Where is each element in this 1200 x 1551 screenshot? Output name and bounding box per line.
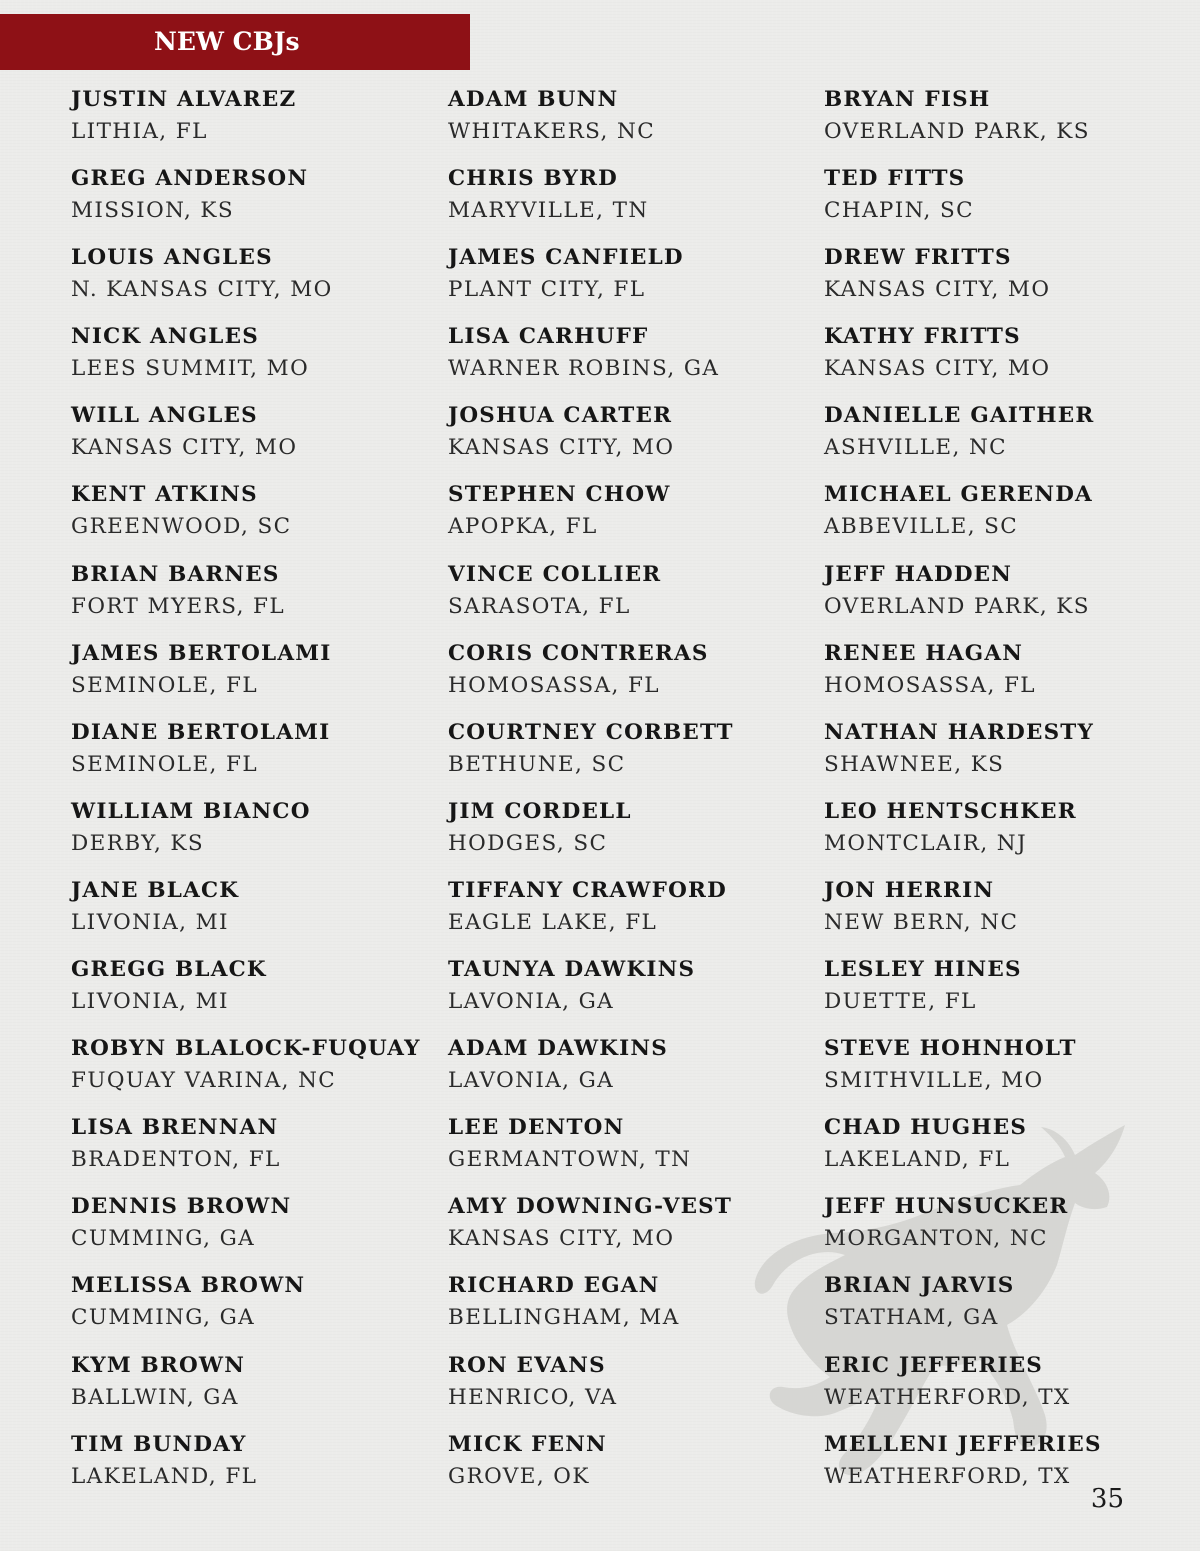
member-location: FORT MYERS, FL bbox=[71, 593, 286, 619]
member-name: BRIAN BARNES bbox=[71, 561, 280, 587]
member-name: ADAM DAWKINS bbox=[448, 1036, 669, 1062]
member-location: LAKELAND, FL bbox=[824, 1147, 1011, 1173]
member-name: GREGG BLACK bbox=[71, 957, 267, 983]
list-item bbox=[448, 1429, 808, 1508]
member-name: WILLIAM BIANCO bbox=[71, 798, 311, 824]
list-item bbox=[71, 1270, 431, 1349]
member-name: TAUNYA DAWKINS bbox=[448, 957, 696, 983]
list-item bbox=[448, 954, 808, 1033]
member-name: STEVE HOHNHOLT bbox=[824, 1036, 1077, 1062]
member-location: EAGLE LAKE, FL bbox=[448, 909, 658, 935]
page-number: 35 bbox=[1090, 1484, 1124, 1514]
member-name: DENNIS BROWN bbox=[71, 1194, 292, 1220]
member-location: MISSION, KS bbox=[71, 198, 235, 224]
list-item bbox=[448, 875, 808, 954]
member-name: NICK ANGLES bbox=[71, 324, 259, 350]
member-name: JEFF HADDEN bbox=[824, 561, 1013, 587]
list-item bbox=[71, 954, 431, 1033]
member-location: HOMOSASSA, FL bbox=[824, 672, 1036, 698]
member-location: FUQUAY VARINA, NC bbox=[71, 1068, 337, 1094]
member-location: SEMINOLE, FL bbox=[71, 751, 259, 777]
member-location: KANSAS CITY, MO bbox=[824, 277, 1051, 303]
member-name: RENEE HAGAN bbox=[824, 640, 1024, 666]
names-column-3 bbox=[824, 84, 1184, 1508]
member-location: GREENWOOD, SC bbox=[71, 514, 292, 540]
list-item bbox=[448, 1033, 808, 1112]
member-name: JANE BLACK bbox=[71, 877, 240, 903]
member-location: OVERLAND PARK, KS bbox=[824, 593, 1090, 619]
member-location: SHAWNEE, KS bbox=[824, 751, 1005, 777]
member-location: BALLWIN, GA bbox=[71, 1384, 239, 1410]
list-item bbox=[71, 1112, 431, 1191]
list-item bbox=[824, 1033, 1184, 1112]
list-item bbox=[71, 875, 431, 954]
list-item bbox=[448, 1350, 808, 1429]
member-location: HODGES, SC bbox=[448, 830, 608, 856]
member-location: KANSAS CITY, MO bbox=[71, 435, 298, 461]
section-title: NEW CBJs bbox=[154, 27, 300, 56]
member-name: JEFF HUNSUCKER bbox=[824, 1194, 1069, 1220]
names-column-1 bbox=[71, 84, 431, 1508]
list-item bbox=[71, 163, 431, 242]
member-name: TED FITTS bbox=[824, 166, 966, 192]
member-name: MICK FENN bbox=[448, 1431, 607, 1457]
list-item bbox=[71, 717, 431, 796]
member-name: TIFFANY CRAWFORD bbox=[448, 877, 727, 903]
list-item bbox=[824, 717, 1184, 796]
member-location: BETHUNE, SC bbox=[448, 751, 626, 777]
list-item bbox=[824, 479, 1184, 558]
member-location: LAVONIA, GA bbox=[448, 989, 615, 1015]
list-item bbox=[448, 242, 808, 321]
list-item bbox=[448, 796, 808, 875]
list-item bbox=[448, 84, 808, 163]
member-location: SARASOTA, FL bbox=[448, 593, 631, 619]
member-name: LOUIS ANGLES bbox=[71, 245, 273, 271]
member-location: CHAPIN, SC bbox=[824, 198, 974, 224]
member-location: SEMINOLE, FL bbox=[71, 672, 259, 698]
member-name: RON EVANS bbox=[448, 1352, 606, 1378]
member-name: ROBYN BLALOCK-FUQUAY bbox=[71, 1036, 421, 1062]
member-location: DERBY, KS bbox=[71, 830, 205, 856]
list-item bbox=[448, 1270, 808, 1349]
member-location: WEATHERFORD, TX bbox=[824, 1463, 1071, 1489]
member-location: HENRICO, VA bbox=[448, 1384, 618, 1410]
list-item bbox=[71, 559, 431, 638]
member-name: LEO HENTSCHKER bbox=[824, 798, 1077, 824]
list-item bbox=[71, 1429, 431, 1508]
member-location: NEW BERN, NC bbox=[824, 909, 1019, 935]
member-name: DREW FRITTS bbox=[824, 245, 1012, 271]
member-location: HOMOSASSA, FL bbox=[448, 672, 660, 698]
list-item bbox=[71, 1033, 431, 1112]
member-location: ABBEVILLE, SC bbox=[824, 514, 1019, 540]
member-name: COURTNEY CORBETT bbox=[448, 719, 734, 745]
member-name: ERIC JEFFERIES bbox=[824, 1352, 1044, 1378]
member-name: VINCE COLLIER bbox=[448, 561, 662, 587]
member-location: LEES SUMMIT, MO bbox=[71, 356, 310, 382]
list-item bbox=[71, 479, 431, 558]
member-name: JAMES BERTOLAMI bbox=[71, 640, 332, 666]
member-name: NATHAN HARDESTY bbox=[824, 719, 1095, 745]
member-location: LAKELAND, FL bbox=[71, 1463, 258, 1489]
member-name: LISA BRENNAN bbox=[71, 1115, 279, 1141]
list-item bbox=[824, 1191, 1184, 1270]
member-location: CUMMING, GA bbox=[71, 1226, 256, 1252]
member-name: LESLEY HINES bbox=[824, 957, 1022, 983]
list-item bbox=[448, 1191, 808, 1270]
member-location: OVERLAND PARK, KS bbox=[824, 119, 1090, 144]
member-location: KANSAS CITY, MO bbox=[448, 1226, 675, 1252]
member-name: CORIS CONTRERAS bbox=[448, 640, 709, 666]
member-name: JOSHUA CARTER bbox=[448, 403, 673, 429]
member-name: CHAD HUGHES bbox=[824, 1115, 1028, 1141]
list-item bbox=[824, 400, 1184, 479]
member-location: LAVONIA, GA bbox=[448, 1068, 615, 1094]
member-location: MORGANTON, NC bbox=[824, 1226, 1048, 1252]
list-item bbox=[71, 321, 431, 400]
member-location: LIVONIA, MI bbox=[71, 909, 229, 935]
member-location: WARNER ROBINS, GA bbox=[448, 356, 720, 382]
list-item bbox=[824, 163, 1184, 242]
member-name: KATHY FRITTS bbox=[824, 324, 1021, 350]
list-item bbox=[71, 1350, 431, 1429]
member-name: JAMES CANFIELD bbox=[448, 245, 684, 271]
list-item bbox=[824, 242, 1184, 321]
member-name: JUSTIN ALVAREZ bbox=[71, 87, 297, 112]
member-location: LITHIA, FL bbox=[71, 119, 208, 144]
member-name: ADAM BUNN bbox=[448, 87, 619, 112]
member-name: MICHAEL GERENDA bbox=[824, 482, 1093, 508]
member-location: KANSAS CITY, MO bbox=[824, 356, 1051, 382]
list-item bbox=[71, 638, 431, 717]
member-location: KANSAS CITY, MO bbox=[448, 435, 675, 461]
member-name: KENT ATKINS bbox=[71, 482, 258, 508]
list-item bbox=[71, 242, 431, 321]
list-item bbox=[824, 1350, 1184, 1429]
member-location: MARYVILLE, TN bbox=[448, 198, 649, 224]
list-item bbox=[824, 1270, 1184, 1349]
list-item bbox=[824, 875, 1184, 954]
member-location: STATHAM, GA bbox=[824, 1305, 999, 1331]
member-location: ASHVILLE, NC bbox=[824, 435, 1008, 461]
list-item bbox=[824, 954, 1184, 1033]
names-column-2 bbox=[448, 84, 808, 1508]
member-name: STEPHEN CHOW bbox=[448, 482, 671, 508]
member-location: BELLINGHAM, MA bbox=[448, 1305, 680, 1331]
member-name: LEE DENTON bbox=[448, 1115, 625, 1141]
list-item bbox=[71, 84, 431, 163]
list-item bbox=[448, 479, 808, 558]
member-name: JIM CORDELL bbox=[448, 798, 632, 824]
list-item bbox=[824, 84, 1184, 163]
list-item bbox=[448, 1112, 808, 1191]
member-name: TIM BUNDAY bbox=[71, 1431, 247, 1457]
member-name: RICHARD EGAN bbox=[448, 1273, 660, 1299]
member-location: MONTCLAIR, NJ bbox=[824, 830, 1028, 856]
member-location: CUMMING, GA bbox=[71, 1305, 256, 1331]
member-name: DANIELLE GAITHER bbox=[824, 403, 1095, 429]
member-location: BRADENTON, FL bbox=[71, 1147, 281, 1173]
list-item bbox=[448, 559, 808, 638]
list-item bbox=[824, 1112, 1184, 1191]
list-item bbox=[824, 1429, 1184, 1508]
list-item bbox=[824, 559, 1184, 638]
member-name: DIANE BERTOLAMI bbox=[71, 719, 331, 745]
member-location: WHITAKERS, NC bbox=[448, 119, 656, 144]
member-name: JON HERRIN bbox=[824, 877, 995, 903]
member-name: WILL ANGLES bbox=[71, 403, 258, 429]
list-item bbox=[71, 1191, 431, 1270]
list-item bbox=[71, 796, 431, 875]
list-item bbox=[448, 163, 808, 242]
member-name: MELISSA BROWN bbox=[71, 1273, 306, 1299]
member-location: GERMANTOWN, TN bbox=[448, 1147, 692, 1173]
list-item bbox=[824, 796, 1184, 875]
member-location: N. KANSAS CITY, MO bbox=[71, 277, 333, 303]
member-name: BRIAN JARVIS bbox=[824, 1273, 1015, 1299]
member-name: KYM BROWN bbox=[71, 1352, 246, 1378]
member-name: GREG ANDERSON bbox=[71, 166, 309, 192]
member-location: APOPKA, FL bbox=[448, 514, 598, 540]
member-location: SMITHVILLE, MO bbox=[824, 1068, 1044, 1094]
member-name: CHRIS BYRD bbox=[448, 166, 619, 192]
member-name: LISA CARHUFF bbox=[448, 324, 649, 350]
member-location: PLANT CITY, FL bbox=[448, 277, 646, 303]
member-location: WEATHERFORD, TX bbox=[824, 1384, 1071, 1410]
member-name: BRYAN FISH bbox=[824, 87, 991, 112]
section-title-banner bbox=[0, 14, 470, 70]
member-location: GROVE, OK bbox=[448, 1463, 590, 1489]
list-item bbox=[448, 400, 808, 479]
list-item bbox=[824, 638, 1184, 717]
list-item bbox=[448, 321, 808, 400]
list-item bbox=[824, 321, 1184, 400]
member-location: LIVONIA, MI bbox=[71, 989, 229, 1015]
list-item bbox=[71, 400, 431, 479]
member-location: DUETTE, FL bbox=[824, 989, 977, 1015]
list-item bbox=[448, 717, 808, 796]
member-name: MELLENI JEFFERIES bbox=[824, 1431, 1102, 1457]
member-name: AMY DOWNING-VEST bbox=[448, 1194, 733, 1220]
list-item bbox=[448, 638, 808, 717]
